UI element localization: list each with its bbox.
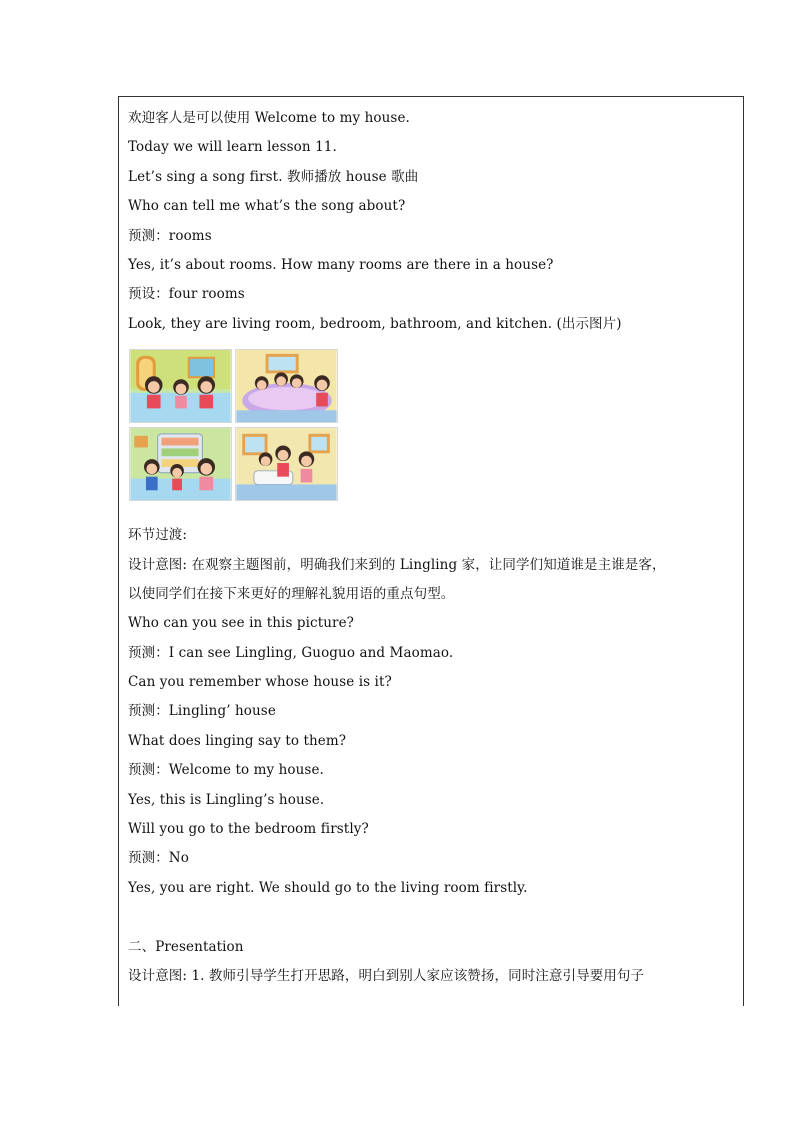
text-line: 设计意图: 1. 教师引导学生打开思路，明白到别人家应该赞扬，同时注意引导要用句子 bbox=[128, 967, 645, 984]
text-line: 以使同学们在接下来更好的理解礼貌用语的重点句型。 bbox=[128, 585, 455, 602]
text-line: 预测：rooms bbox=[128, 227, 212, 244]
text-line: What does linging say to them? bbox=[128, 732, 347, 749]
living-room-image bbox=[129, 349, 232, 423]
text-line: 预测：I can see Lingling, Guoguo and Maomao. bbox=[128, 644, 454, 661]
text-line: 设计意图: 在观察主题图前，明确我们来到的 Lingling 家，让同学们知道谁是主谁是客， bbox=[128, 556, 666, 573]
kitchen-image bbox=[129, 427, 232, 501]
text-line: Today we will learn lesson 11. bbox=[128, 139, 337, 156]
bathroom-image bbox=[235, 427, 338, 501]
text-line: 预测：Lingling’ house bbox=[128, 703, 276, 720]
bedroom-image bbox=[235, 349, 338, 423]
text-line: 环节过渡: bbox=[128, 527, 188, 544]
text-line: Will you go to the bedroom firstly? bbox=[128, 821, 369, 838]
section-heading: 二、Presentation bbox=[128, 938, 244, 955]
text-line: Let’s sing a song first. 教师播放 house 歌曲 bbox=[128, 168, 419, 185]
text-line: 预测：No bbox=[128, 850, 189, 867]
text-line: Can you remember whose house is it? bbox=[128, 674, 392, 691]
text-line: Who can you see in this picture? bbox=[128, 615, 355, 632]
text-line: Who can tell me what’s the song about? bbox=[128, 198, 406, 215]
text-line: Look, they are living room, bedroom, bathroom, and kitchen. (出示图片) bbox=[128, 315, 622, 332]
text-line: Yes, you are right. We should go to the living room firstly. bbox=[128, 879, 528, 896]
text-line: Yes, it’s about rooms. How many rooms are there in a house? bbox=[128, 256, 554, 273]
text-line: 欢迎客人是可以使用 Welcome to my house. bbox=[128, 110, 410, 126]
text-line: Yes, this is Lingling’s house. bbox=[128, 791, 325, 808]
text-line: 预测：Welcome to my house. bbox=[128, 762, 324, 779]
house-rooms-picture bbox=[129, 349, 343, 501]
text-line: 预设：four rooms bbox=[128, 286, 245, 303]
blank-line bbox=[128, 903, 738, 932]
lesson-plan-content bbox=[128, 104, 738, 991]
